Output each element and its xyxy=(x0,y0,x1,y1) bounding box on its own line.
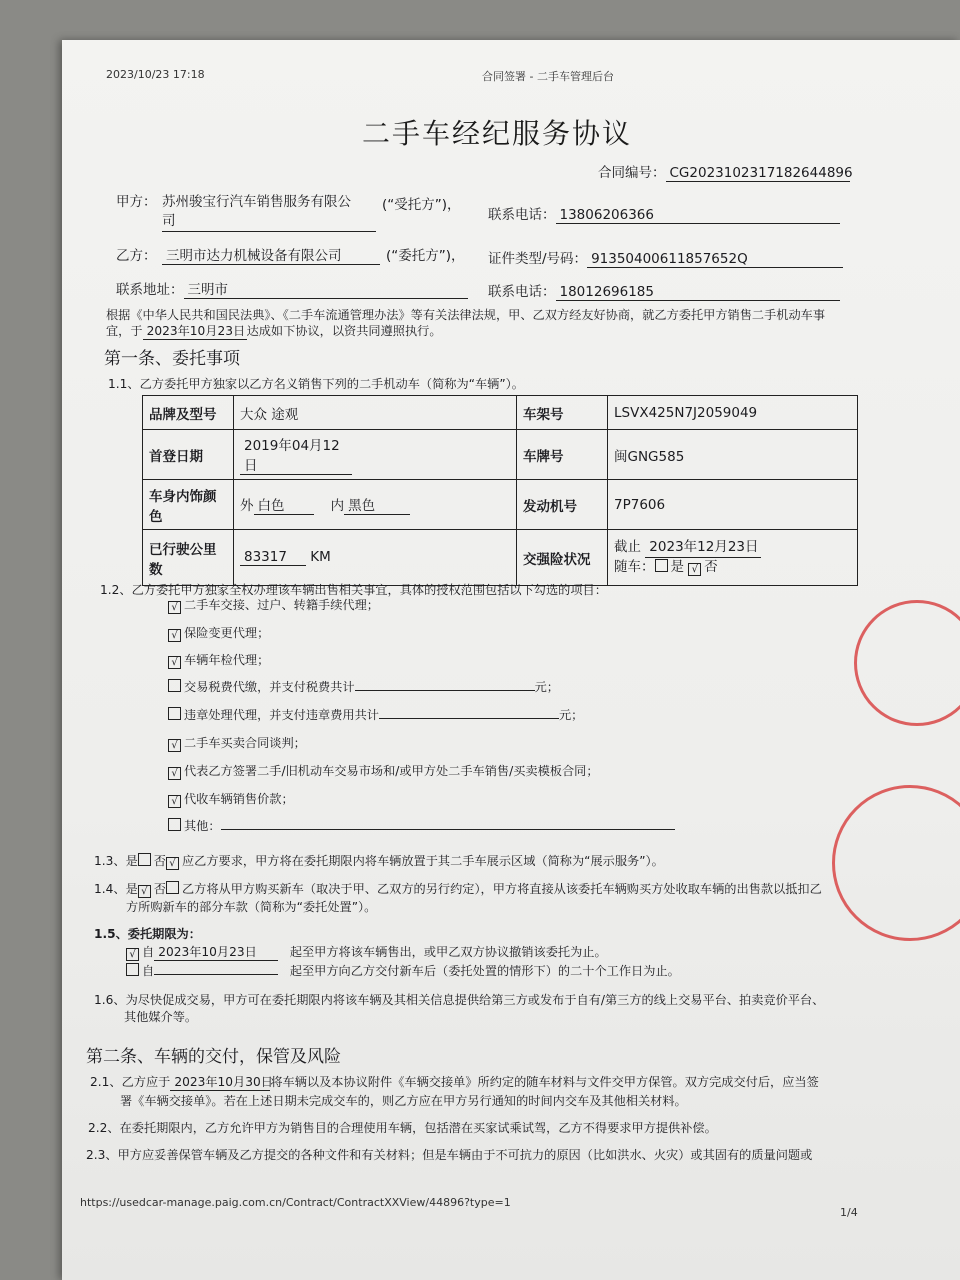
intro-line-1: 根据《中华人民共和国民法典》、《二手车流通管理办法》等有关法律法规，甲、乙双方经友好协商，就乙方委托甲方销售二手机动车事 xyxy=(106,308,826,322)
authorization-option: 违章处理代理，并支付违章费用共计 元； xyxy=(168,706,583,723)
party-b-address: 联系地址： 三明市 xyxy=(116,278,468,299)
footer-page-number: 1/4 xyxy=(840,1206,858,1219)
checked-checkbox-icon: √ xyxy=(168,656,181,669)
mileage-value: 83317 KM xyxy=(234,530,517,586)
clause-1-2: 1.2、乙方委托甲方独家全权办理该车辆出售相关事宜，具体的授权范围包括以下勾选的项目： xyxy=(100,583,607,597)
authorization-option: √ 保险变更代理； xyxy=(168,624,269,642)
reg-date-value: 2019年04月12日 xyxy=(234,430,517,480)
party-a-role: (“受托方”)， xyxy=(382,197,461,213)
authorization-option: √ 代表乙方签署二手/旧机动车交易市场和/或甲方处二手车销售/买卖模板合同； xyxy=(168,762,599,780)
mileage-label: 已行驶公里数 xyxy=(143,530,234,586)
c13-yes-checkbox xyxy=(138,853,151,866)
vehicle-info-table xyxy=(142,395,858,586)
insurance-no-checkbox: √ xyxy=(688,563,701,576)
section-2-title: 第二条、车辆的交付，保管及风险 xyxy=(86,1047,341,1067)
contract-number: 合同编号： CG2023102317182644896 xyxy=(598,165,853,181)
c13-no-checkbox: √ xyxy=(166,857,179,870)
clause-1-1: 1.1、乙方委托甲方独家以乙方名义销售下列的二手机动车（简称为“车辆”）。 xyxy=(108,377,524,391)
clause-2-2: 2.2、在委托期限内，乙方允许甲方为销售目的合理使用车辆，包括潜在买家试乘试驾，乙方不得要求甲方提供补偿。 xyxy=(88,1121,717,1135)
checked-checkbox-icon: √ xyxy=(168,739,181,752)
unchecked-checkbox-icon xyxy=(168,818,181,831)
party-a-label: 甲方： xyxy=(116,194,157,210)
authorization-option: √ 代收车辆销售价款； xyxy=(168,790,294,808)
party-b-phone: 联系电话： 18012696185 xyxy=(488,280,840,301)
term-a-checkbox: √ xyxy=(126,948,139,961)
clause-1-6-line-1: 1.6、为尽快促成交易，甲方可在委托期限内将该车辆及其相关信息提供给第三方或发布于自有/第三方的线上交易平台、拍卖竞价平台、 xyxy=(94,993,825,1007)
print-site-title: 合同签署 - 二手车管理后台 xyxy=(482,70,614,83)
engine-label: 发动机号 xyxy=(517,480,608,530)
authorization-option: √ 二手车买卖合同谈判； xyxy=(168,734,306,752)
party-b-role: (“委托方”)， xyxy=(386,248,465,264)
checked-checkbox-icon: √ xyxy=(168,629,181,642)
color-value: 外 白色 内 黑色 xyxy=(234,480,517,530)
clause-2-3: 2.3、甲方应妥善保管车辆及乙方提交的各种文件和有关材料；但是车辆由于不可抗力的原因（比如洪水、火灾）或其固有的质量问题或 xyxy=(86,1148,813,1162)
authorization-option: 其他： xyxy=(168,817,675,834)
c14-no-checkbox xyxy=(166,881,179,894)
clause-1-3: 1.3、是 否 √ 应乙方要求，甲方将在委托期限内将车辆放置于其二手车展示区域（简称为“展示服务”）。 xyxy=(94,854,664,869)
vin-label: 车架号 xyxy=(517,396,608,430)
party-b-label: 乙方： xyxy=(116,248,157,264)
engine-value: 7P7606 xyxy=(608,480,858,530)
document-title: 二手车经纪服务协议 xyxy=(362,117,633,150)
checked-checkbox-icon: √ xyxy=(168,795,181,808)
party-b-id: 证件类型/号码： 91350400611857652Q xyxy=(488,247,843,268)
plate-label: 车牌号 xyxy=(517,430,608,480)
term-b-checkbox xyxy=(126,963,139,976)
clause-1-5-a: √ 自 2023年10月23日 起至甲方将该车辆售出，或甲乙双方协议撤销该委托为止。 xyxy=(126,943,607,961)
checked-checkbox-icon: √ xyxy=(168,767,181,780)
party-a-name: 苏州骏宝行汽车销售服务有限公 司 xyxy=(162,193,376,232)
contract-page xyxy=(62,40,960,1280)
insurance-yes-checkbox xyxy=(655,559,668,572)
contract-seal-stamp xyxy=(832,785,960,941)
clause-1-4-line-2: 方所购新车的部分车款（简称为“委托处置”）。 xyxy=(126,900,377,914)
vin-value: LSVX425N7J2059049 xyxy=(608,396,858,430)
section-1-title: 第一条、委托事项 xyxy=(104,349,240,369)
print-datetime: 2023/10/23 17:18 xyxy=(106,68,205,81)
checked-checkbox-icon: √ xyxy=(168,601,181,614)
authorization-option: 交易税费代缴，并支付税费共计 元； xyxy=(168,678,559,695)
clause-1-5-b: 自 起至甲方向乙方交付新车后（委托处置的情形下）的二十个工作日为止。 xyxy=(126,962,680,979)
plate-value: 闽GNG585 xyxy=(608,430,858,480)
color-label: 车身内饰颜色 xyxy=(143,480,234,530)
authorization-option: √ 车辆年检代理； xyxy=(168,651,269,669)
clause-2-1-line-2: 署《车辆交接单》。若在上述日期未完成交车的，则乙方应在甲方另行通知的时间内交车及其他相关材料。 xyxy=(120,1094,687,1108)
insurance-label: 交强险状况 xyxy=(517,530,608,586)
party-a-phone: 联系电话： 13806206366 xyxy=(488,203,840,224)
c14-yes-checkbox: √ xyxy=(138,885,151,898)
brand-label: 品牌及型号 xyxy=(143,396,234,430)
clause-1-5-title: 1.5、委托期限为： xyxy=(94,927,201,941)
intro-line-2: 宜，于 2023年10月23日达成如下协议，以资共同遵照执行。 xyxy=(106,324,442,338)
company-seal-stamp xyxy=(854,600,960,726)
brand-value: 大众 途观 xyxy=(234,396,517,430)
unchecked-checkbox-icon xyxy=(168,679,181,692)
authorization-option: √ 二手车交接、过户、转籍手续代理； xyxy=(168,596,379,614)
clause-2-1: 2.1、乙方应于 2023年10月30日将车辆以及本协议附件《车辆交接单》所约定的随车材料与文件交甲方保管。双方完成交付后，应当签 xyxy=(90,1075,819,1089)
footer-url: https://usedcar-manage.paig.com.cn/Contract/ContractXXView/44896?type=1 xyxy=(80,1196,511,1209)
insurance-value: 截止 2023年12月23日 随车： 是 √ 否 xyxy=(608,530,858,586)
clause-1-4: 1.4、是 √ 否 乙方将从甲方购买新车（取决于甲、乙双方的另行约定），甲方将直接从该委托车辆购买方处收取车辆的出售款以抵扣乙 xyxy=(94,882,822,897)
unchecked-checkbox-icon xyxy=(168,707,181,720)
clause-1-6-line-2: 其他媒介等。 xyxy=(124,1010,198,1024)
reg-date-label: 首登日期 xyxy=(143,430,234,480)
party-b-name: 三明市达力机械设备有限公司 xyxy=(162,244,380,265)
